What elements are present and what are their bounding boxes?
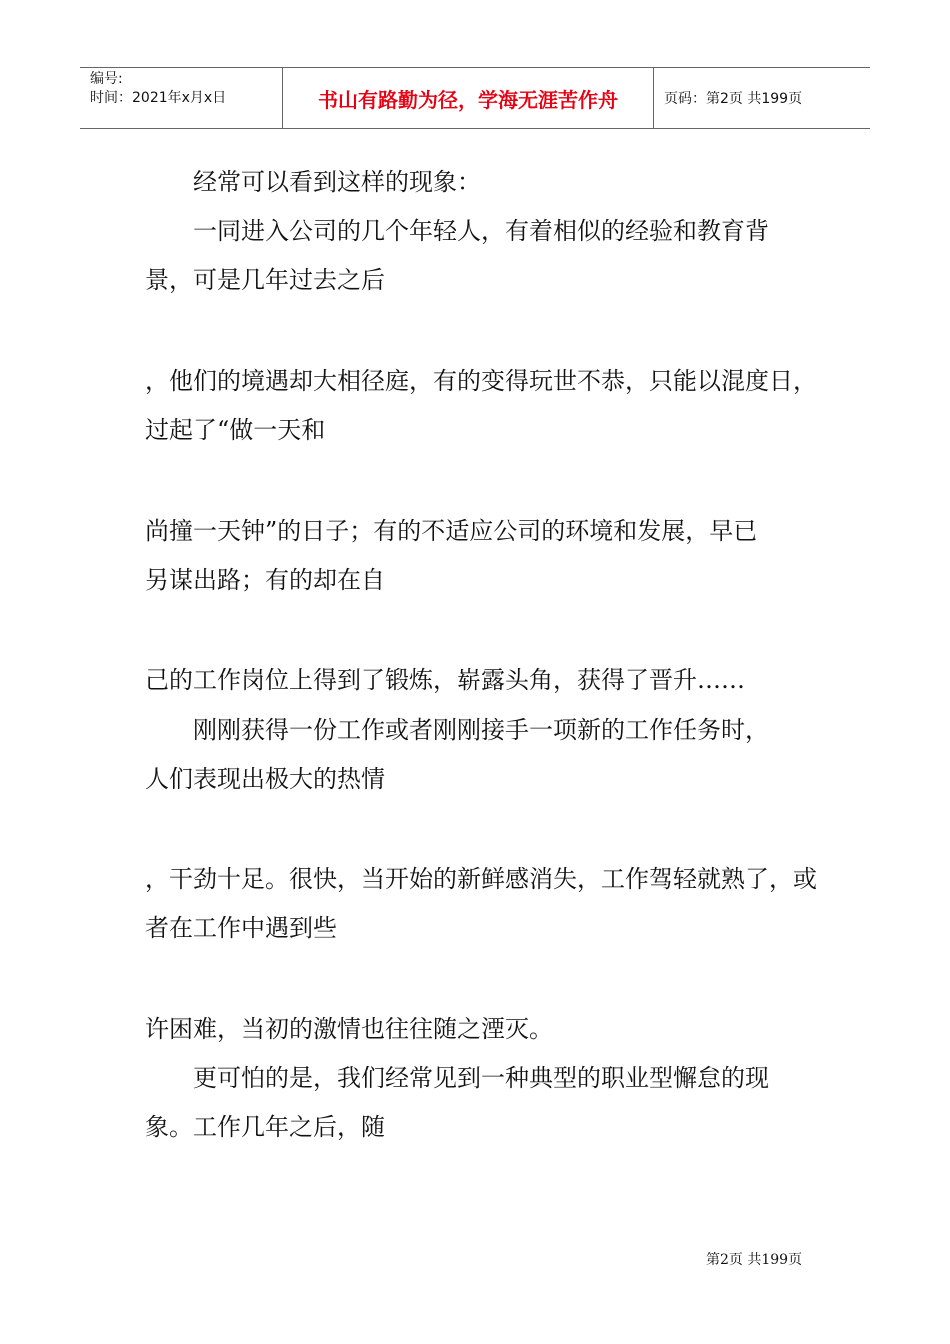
header-meta	[80, 68, 282, 128]
text-line: 者在工作中遇到些	[145, 914, 337, 942]
text-line: 刚刚获得一份工作或者刚刚接手一项新的工作任务时，	[145, 716, 769, 744]
text-line: 一同进入公司的几个年轻人，有着相似的经验和教育背	[145, 217, 769, 245]
page-header	[80, 67, 870, 129]
text-line: 另谋出路；有的却在自	[145, 566, 385, 594]
text-line: ，他们的境遇却大相径庭，有的变得玩世不恭，只能以混度日，	[145, 367, 817, 395]
page-footer: 第2页 共199页	[706, 1252, 803, 1268]
text-line: ，干劲十足。很快，当开始的新鲜感消失，工作驾轻就熟了，或	[145, 865, 817, 893]
number-label: 编号:	[90, 71, 123, 87]
text-line: 己的工作岗位上得到了锻炼，崭露头角，获得了晋升……	[145, 666, 745, 694]
text-line: 许困难，当初的激情也往往随之湮灭。	[145, 1015, 553, 1043]
text-line: 尚撞一天钟”的日子；有的不适应公司的环境和发展，早已	[145, 517, 758, 545]
time-label: 时间：2021年x月x日	[90, 90, 227, 106]
header-page-label: 页码：第2页 共199页	[664, 91, 803, 107]
text-line: 更可怕的是，我们经常见到一种典型的职业型懈怠的现	[145, 1064, 769, 1092]
text-line: 经常可以看到这样的现象：	[145, 168, 481, 196]
text-line: 景，可是几年过去之后	[145, 266, 385, 294]
text-line: 象。工作几年之后，随	[145, 1113, 385, 1141]
text-line: 人们表现出极大的热情	[145, 765, 385, 793]
header-motto: 书山有路勤为径，学海无涯苦作舟	[282, 68, 654, 128]
text-line: 过起了“做一天和	[145, 416, 326, 444]
